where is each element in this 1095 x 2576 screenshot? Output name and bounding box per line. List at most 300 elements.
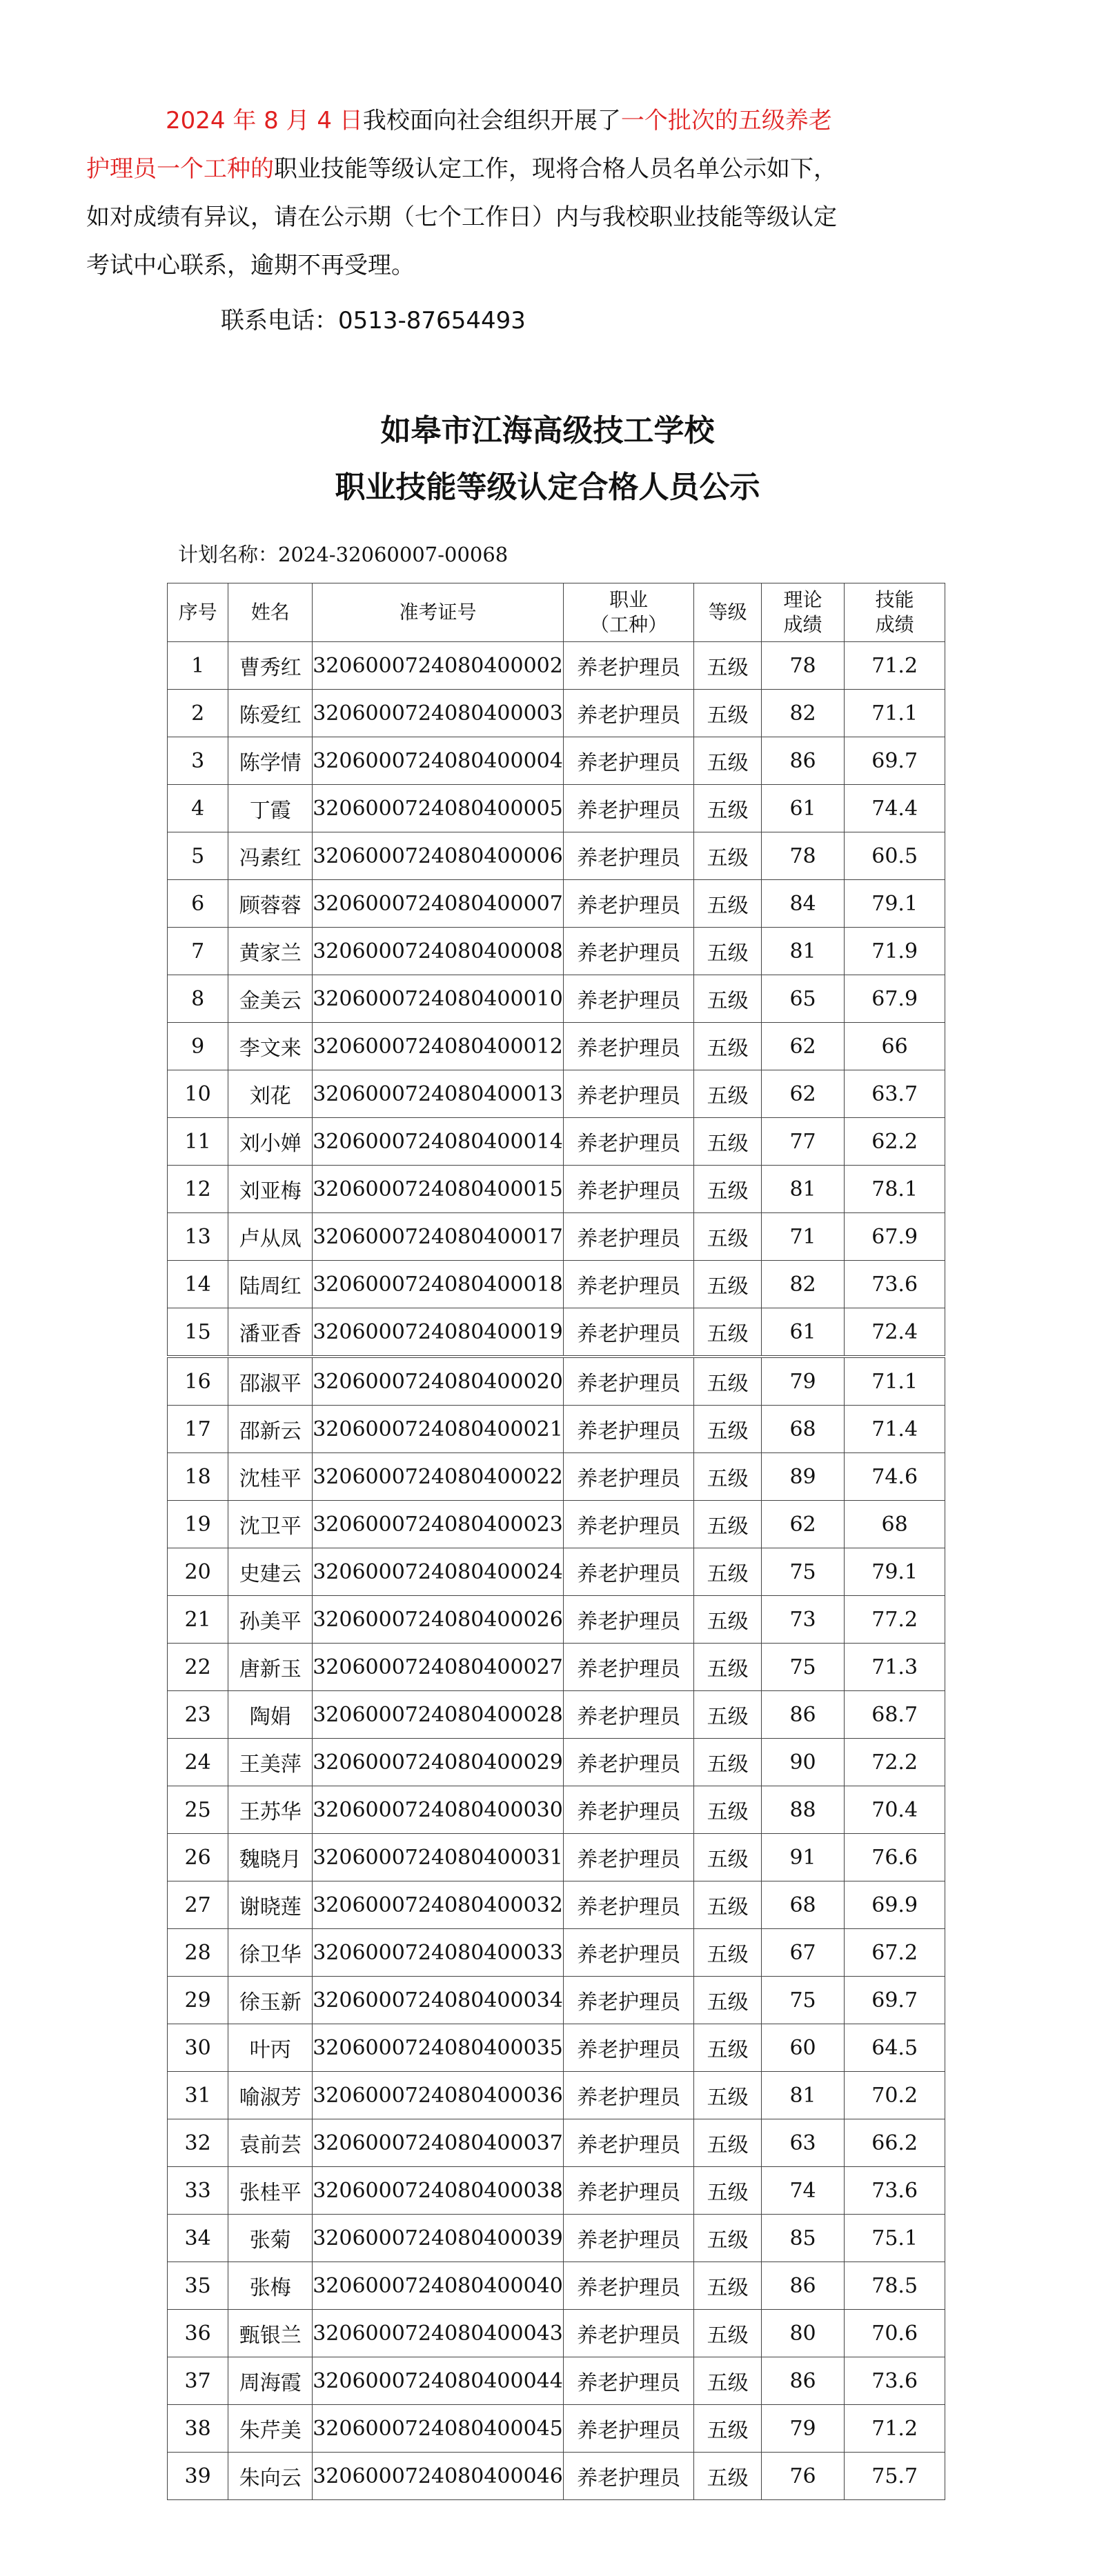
cell-name: 魏晓月	[228, 1834, 313, 1881]
cell-skill: 78.5	[845, 2262, 945, 2310]
cell-level: 五级	[694, 1977, 761, 2024]
cell-exam-id: 3206000724080400043	[313, 2310, 564, 2357]
cell-theory: 62	[761, 1023, 844, 1070]
cell-exam-id: 3206000724080400045	[313, 2405, 564, 2453]
cell-theory: 84	[761, 880, 844, 928]
cell-name: 张梅	[228, 2262, 313, 2310]
cell-name: 曹秀红	[228, 642, 313, 690]
cell-name: 冯素红	[228, 832, 313, 880]
cell-seq: 1	[168, 642, 228, 690]
cell-job: 养老护理员	[563, 2453, 694, 2500]
table-header-row	[168, 583, 945, 642]
table-row	[168, 1023, 945, 1070]
cell-exam-id: 3206000724080400023	[313, 1501, 564, 1548]
cell-level: 五级	[694, 737, 761, 785]
cell-name: 潘亚香	[228, 1308, 313, 1357]
cell-seq: 38	[168, 2405, 228, 2453]
cell-skill: 78.1	[845, 1166, 945, 1213]
cell-job: 养老护理员	[563, 1739, 694, 1786]
header-level: 等级	[694, 583, 761, 642]
cell-theory: 68	[761, 1406, 844, 1453]
cell-theory: 75	[761, 1548, 844, 1596]
cell-name: 邵新云	[228, 1406, 313, 1453]
table-row	[168, 928, 945, 975]
cell-seq: 26	[168, 1834, 228, 1881]
cell-skill: 72.2	[845, 1739, 945, 1786]
cell-seq: 30	[168, 2024, 228, 2072]
header-theory	[761, 583, 844, 642]
cell-exam-id: 3206000724080400015	[313, 1166, 564, 1213]
table-row	[168, 2405, 945, 2453]
cell-skill: 69.7	[845, 737, 945, 785]
table-row	[168, 1501, 945, 1548]
cell-seq: 28	[168, 1929, 228, 1977]
cell-skill: 70.4	[845, 1786, 945, 1834]
results-table	[167, 583, 945, 2500]
table-row	[168, 975, 945, 1023]
cell-level: 五级	[694, 1023, 761, 1070]
cell-name: 徐玉新	[228, 1977, 313, 2024]
table-row	[168, 1453, 945, 1501]
cell-exam-id: 3206000724080400004	[313, 737, 564, 785]
cell-skill: 68.7	[845, 1691, 945, 1739]
cell-level: 五级	[694, 2119, 761, 2167]
table-row	[168, 1739, 945, 1786]
cell-job: 养老护理员	[563, 2119, 694, 2167]
cell-exam-id: 3206000724080400033	[313, 1929, 564, 1977]
header-theory-line1: 理论	[783, 588, 822, 611]
cell-level: 五级	[694, 2357, 761, 2405]
cell-theory: 82	[761, 690, 844, 737]
cell-exam-id: 3206000724080400003	[313, 690, 564, 737]
cell-exam-id: 3206000724080400030	[313, 1786, 564, 1834]
table-row	[168, 2167, 945, 2215]
cell-theory: 85	[761, 2215, 844, 2262]
table-row	[168, 1213, 945, 1261]
cell-exam-id: 3206000724080400017	[313, 1213, 564, 1261]
cell-seq: 4	[168, 785, 228, 832]
table-row	[168, 1644, 945, 1691]
cell-skill: 71.9	[845, 928, 945, 975]
cell-job: 养老护理员	[563, 1977, 694, 2024]
cell-seq: 10	[168, 1070, 228, 1118]
cell-job: 养老护理员	[563, 1501, 694, 1548]
cell-level: 五级	[694, 2453, 761, 2500]
cell-seq: 22	[168, 1644, 228, 1691]
cell-exam-id: 3206000724080400013	[313, 1070, 564, 1118]
cell-exam-id: 3206000724080400036	[313, 2072, 564, 2119]
cell-name: 陆周红	[228, 1261, 313, 1308]
cell-level: 五级	[694, 1166, 761, 1213]
notice-date: 2024 年 8 月 4 日	[166, 107, 363, 134]
cell-seq: 24	[168, 1739, 228, 1786]
cell-level: 五级	[694, 2310, 761, 2357]
cell-seq: 21	[168, 1596, 228, 1644]
header-job	[563, 583, 694, 642]
cell-level: 五级	[694, 1691, 761, 1739]
cell-seq: 2	[168, 690, 228, 737]
cell-level: 五级	[694, 1644, 761, 1691]
cell-name: 孙美平	[228, 1596, 313, 1644]
cell-job: 养老护理员	[563, 1834, 694, 1881]
table-row	[168, 1166, 945, 1213]
cell-level: 五级	[694, 1739, 761, 1786]
cell-seq: 7	[168, 928, 228, 975]
cell-theory: 86	[761, 737, 844, 785]
cell-theory: 76	[761, 2453, 844, 2500]
table-row	[168, 642, 945, 690]
notice-title: 职业技能等级认定合格人员公示	[335, 470, 760, 505]
notice-paragraph	[86, 97, 852, 290]
cell-level: 五级	[694, 1929, 761, 1977]
cell-name: 甄银兰	[228, 2310, 313, 2357]
header-seq: 序号	[168, 583, 228, 642]
cell-seq: 25	[168, 1786, 228, 1834]
cell-exam-id: 3206000724080400024	[313, 1548, 564, 1596]
cell-name: 叶丙	[228, 2024, 313, 2072]
cell-job: 养老护理员	[563, 1929, 694, 1977]
cell-level: 五级	[694, 2262, 761, 2310]
cell-skill: 71.1	[845, 1357, 945, 1406]
cell-seq: 13	[168, 1213, 228, 1261]
cell-skill: 66	[845, 1023, 945, 1070]
cell-level: 五级	[694, 2405, 761, 2453]
cell-exam-id: 3206000724080400035	[313, 2024, 564, 2072]
table-row	[168, 785, 945, 832]
cell-seq: 5	[168, 832, 228, 880]
cell-job: 养老护理员	[563, 2357, 694, 2405]
table-row	[168, 1406, 945, 1453]
cell-level: 五级	[694, 1070, 761, 1118]
cell-exam-id: 3206000724080400031	[313, 1834, 564, 1881]
cell-job: 养老护理员	[563, 880, 694, 928]
cell-theory: 80	[761, 2310, 844, 2357]
table-row	[168, 1261, 945, 1308]
cell-theory: 91	[761, 1834, 844, 1881]
notice-batch: 一个批次的五级养老护理员一个工种的	[86, 107, 832, 183]
table-row	[168, 1070, 945, 1118]
cell-exam-id: 3206000724080400012	[313, 1023, 564, 1070]
cell-job: 养老护理员	[563, 2405, 694, 2453]
cell-theory: 86	[761, 2262, 844, 2310]
cell-skill: 73.6	[845, 2357, 945, 2405]
cell-job: 养老护理员	[563, 737, 694, 785]
table-row	[168, 2453, 945, 2500]
cell-job: 养老护理员	[563, 1308, 694, 1357]
cell-level: 五级	[694, 2072, 761, 2119]
cell-job: 养老护理员	[563, 2167, 694, 2215]
notice-block	[86, 97, 949, 345]
cell-theory: 61	[761, 1308, 844, 1357]
cell-level: 五级	[694, 2215, 761, 2262]
cell-skill: 67.9	[845, 975, 945, 1023]
cell-name: 朱向云	[228, 2453, 313, 2500]
cell-level: 五级	[694, 1881, 761, 1929]
cell-seq: 31	[168, 2072, 228, 2119]
cell-skill: 71.3	[845, 1644, 945, 1691]
cell-name: 李文来	[228, 1023, 313, 1070]
cell-seq: 33	[168, 2167, 228, 2215]
cell-skill: 71.1	[845, 690, 945, 737]
cell-level: 五级	[694, 1548, 761, 1596]
cell-theory: 61	[761, 785, 844, 832]
cell-exam-id: 3206000724080400005	[313, 785, 564, 832]
cell-level: 五级	[694, 785, 761, 832]
cell-exam-id: 3206000724080400044	[313, 2357, 564, 2405]
table-row	[168, 2024, 945, 2072]
header-skill-line2: 成绩	[875, 613, 914, 636]
cell-level: 五级	[694, 1834, 761, 1881]
cell-level: 五级	[694, 2024, 761, 2072]
cell-name: 唐新玉	[228, 1644, 313, 1691]
cell-skill: 69.9	[845, 1881, 945, 1929]
cell-seq: 37	[168, 2357, 228, 2405]
table-row	[168, 1548, 945, 1596]
table-row	[168, 2072, 945, 2119]
cell-level: 五级	[694, 1406, 761, 1453]
cell-seq: 27	[168, 1881, 228, 1929]
header-job-line1: 职业	[609, 588, 649, 611]
cell-level: 五级	[694, 1596, 761, 1644]
cell-exam-id: 3206000724080400039	[313, 2215, 564, 2262]
cell-seq: 36	[168, 2310, 228, 2357]
cell-theory: 79	[761, 1357, 844, 1406]
cell-theory: 78	[761, 642, 844, 690]
cell-seq: 6	[168, 880, 228, 928]
plan-name: 计划名称：2024-32060007-00068	[178, 543, 509, 566]
cell-theory: 86	[761, 2357, 844, 2405]
header-exam-id: 准考证号	[313, 583, 564, 642]
cell-skill: 62.2	[845, 1118, 945, 1166]
cell-name: 沈卫平	[228, 1501, 313, 1548]
cell-skill: 64.5	[845, 2024, 945, 2072]
cell-job: 养老护理员	[563, 1023, 694, 1070]
cell-seq: 23	[168, 1691, 228, 1739]
cell-job: 养老护理员	[563, 1213, 694, 1261]
cell-theory: 81	[761, 928, 844, 975]
cell-level: 五级	[694, 1118, 761, 1166]
cell-theory: 68	[761, 1881, 844, 1929]
contact-phone: 联系电话：0513-87654493	[221, 307, 526, 335]
cell-exam-id: 3206000724080400006	[313, 832, 564, 880]
table-row	[168, 1881, 945, 1929]
cell-job: 养老护理员	[563, 1644, 694, 1691]
cell-exam-id: 3206000724080400026	[313, 1596, 564, 1644]
notice-text-1: 我校面向社会组织开展了	[362, 107, 621, 134]
cell-skill: 75.1	[845, 2215, 945, 2262]
cell-name: 黄家兰	[228, 928, 313, 975]
cell-theory: 81	[761, 2072, 844, 2119]
cell-exam-id: 3206000724080400028	[313, 1691, 564, 1739]
table-row	[168, 690, 945, 737]
table-row	[168, 2262, 945, 2310]
cell-seq: 9	[168, 1023, 228, 1070]
cell-skill: 79.1	[845, 880, 945, 928]
table-row	[168, 1596, 945, 1644]
cell-job: 养老护理员	[563, 1548, 694, 1596]
cell-name: 沈桂平	[228, 1453, 313, 1501]
cell-level: 五级	[694, 1501, 761, 1548]
cell-theory: 67	[761, 1929, 844, 1977]
cell-theory: 79	[761, 2405, 844, 2453]
cell-skill: 67.2	[845, 1929, 945, 1977]
cell-job: 养老护理员	[563, 642, 694, 690]
cell-skill: 75.7	[845, 2453, 945, 2500]
cell-skill: 67.9	[845, 1213, 945, 1261]
table-row	[168, 1786, 945, 1834]
cell-level: 五级	[694, 690, 761, 737]
cell-exam-id: 3206000724080400038	[313, 2167, 564, 2215]
cell-name: 刘亚梅	[228, 1166, 313, 1213]
cell-seq: 20	[168, 1548, 228, 1596]
table-row	[168, 2357, 945, 2405]
cell-level: 五级	[694, 2167, 761, 2215]
cell-name: 卢从凤	[228, 1213, 313, 1261]
cell-skill: 79.1	[845, 1548, 945, 1596]
cell-job: 养老护理员	[563, 832, 694, 880]
notice-text-2: 职业技能等级认定工作，现将合格人员名单公示如下，如对成绩有异议，请在公示期（七个工作日）内与我校职业技能等级认定考试中心联系，逾期不再受理。	[86, 155, 837, 279]
table-row	[168, 1308, 945, 1357]
cell-skill: 71.4	[845, 1406, 945, 1453]
header-job-line2: （工种）	[590, 613, 668, 636]
cell-skill: 74.4	[845, 785, 945, 832]
cell-name: 丁霞	[228, 785, 313, 832]
table-row	[168, 2310, 945, 2357]
cell-level: 五级	[694, 1261, 761, 1308]
cell-exam-id: 3206000724080400019	[313, 1308, 564, 1357]
cell-level: 五级	[694, 1308, 761, 1357]
cell-name: 喻淑芳	[228, 2072, 313, 2119]
cell-theory: 89	[761, 1453, 844, 1501]
cell-name: 王苏华	[228, 1786, 313, 1834]
cell-seq: 14	[168, 1261, 228, 1308]
cell-name: 张桂平	[228, 2167, 313, 2215]
cell-seq: 29	[168, 1977, 228, 2024]
table-body	[168, 642, 945, 2500]
cell-exam-id: 3206000724080400014	[313, 1118, 564, 1166]
cell-seq: 12	[168, 1166, 228, 1213]
cell-exam-id: 3206000724080400034	[313, 1977, 564, 2024]
cell-exam-id: 3206000724080400037	[313, 2119, 564, 2167]
cell-name: 邵淑平	[228, 1357, 313, 1406]
cell-theory: 86	[761, 1691, 844, 1739]
cell-skill: 76.6	[845, 1834, 945, 1881]
cell-skill: 69.7	[845, 1977, 945, 2024]
cell-name: 周海霞	[228, 2357, 313, 2405]
cell-skill: 60.5	[845, 832, 945, 880]
cell-theory: 71	[761, 1213, 844, 1261]
cell-name: 王美萍	[228, 1739, 313, 1786]
cell-skill: 77.2	[845, 1596, 945, 1644]
cell-name: 顾蓉蓉	[228, 880, 313, 928]
cell-skill: 71.2	[845, 2405, 945, 2453]
cell-skill: 72.4	[845, 1308, 945, 1357]
cell-theory: 78	[761, 832, 844, 880]
cell-seq: 16	[168, 1357, 228, 1406]
cell-theory: 75	[761, 1977, 844, 2024]
cell-seq: 35	[168, 2262, 228, 2310]
cell-name: 陶娟	[228, 1691, 313, 1739]
cell-job: 养老护理员	[563, 1786, 694, 1834]
cell-seq: 34	[168, 2215, 228, 2262]
cell-seq: 39	[168, 2453, 228, 2500]
cell-job: 养老护理员	[563, 2262, 694, 2310]
header-name: 姓名	[228, 583, 313, 642]
table-row	[168, 1357, 945, 1406]
cell-skill: 73.6	[845, 1261, 945, 1308]
cell-skill: 71.2	[845, 642, 945, 690]
cell-skill: 74.6	[845, 1453, 945, 1501]
cell-theory: 75	[761, 1644, 844, 1691]
cell-job: 养老护理员	[563, 2310, 694, 2357]
cell-level: 五级	[694, 928, 761, 975]
cell-exam-id: 3206000724080400022	[313, 1453, 564, 1501]
cell-skill: 73.6	[845, 2167, 945, 2215]
cell-name: 陈学情	[228, 737, 313, 785]
cell-exam-id: 3206000724080400046	[313, 2453, 564, 2500]
cell-theory: 74	[761, 2167, 844, 2215]
cell-level: 五级	[694, 1453, 761, 1501]
cell-job: 养老护理员	[563, 690, 694, 737]
cell-name: 刘小婵	[228, 1118, 313, 1166]
school-title: 如皋市江海高级技工学校	[380, 413, 715, 448]
cell-level: 五级	[694, 832, 761, 880]
cell-level: 五级	[694, 1357, 761, 1406]
header-skill	[845, 583, 945, 642]
cell-skill: 70.6	[845, 2310, 945, 2357]
table-row	[168, 1691, 945, 1739]
table-row	[168, 1118, 945, 1166]
cell-theory: 62	[761, 1501, 844, 1548]
cell-job: 养老护理员	[563, 1357, 694, 1406]
cell-theory: 81	[761, 1166, 844, 1213]
table-row	[168, 1977, 945, 2024]
cell-job: 养老护理员	[563, 2072, 694, 2119]
cell-job: 养老护理员	[563, 1596, 694, 1644]
table-row	[168, 737, 945, 785]
cell-seq: 17	[168, 1406, 228, 1453]
cell-level: 五级	[694, 1213, 761, 1261]
cell-exam-id: 3206000724080400018	[313, 1261, 564, 1308]
cell-job: 养老护理员	[563, 2024, 694, 2072]
table-row	[168, 2215, 945, 2262]
table-row	[168, 1929, 945, 1977]
cell-job: 养老护理员	[563, 1691, 694, 1739]
cell-exam-id: 3206000724080400032	[313, 1881, 564, 1929]
cell-theory: 73	[761, 1596, 844, 1644]
cell-job: 养老护理员	[563, 1166, 694, 1213]
cell-name: 刘花	[228, 1070, 313, 1118]
cell-name: 史建云	[228, 1548, 313, 1596]
cell-skill: 70.2	[845, 2072, 945, 2119]
cell-name: 谢晓莲	[228, 1881, 313, 1929]
cell-theory: 90	[761, 1739, 844, 1786]
cell-exam-id: 3206000724080400020	[313, 1357, 564, 1406]
cell-exam-id: 3206000724080400027	[313, 1644, 564, 1691]
cell-job: 养老护理员	[563, 785, 694, 832]
cell-seq: 32	[168, 2119, 228, 2167]
cell-job: 养老护理员	[563, 928, 694, 975]
cell-name: 陈爱红	[228, 690, 313, 737]
cell-skill: 68	[845, 1501, 945, 1548]
table-row	[168, 832, 945, 880]
table-row	[168, 2119, 945, 2167]
table-row	[168, 1834, 945, 1881]
cell-exam-id: 3206000724080400002	[313, 642, 564, 690]
header-theory-line2: 成绩	[783, 613, 822, 636]
cell-name: 张菊	[228, 2215, 313, 2262]
cell-exam-id: 3206000724080400021	[313, 1406, 564, 1453]
